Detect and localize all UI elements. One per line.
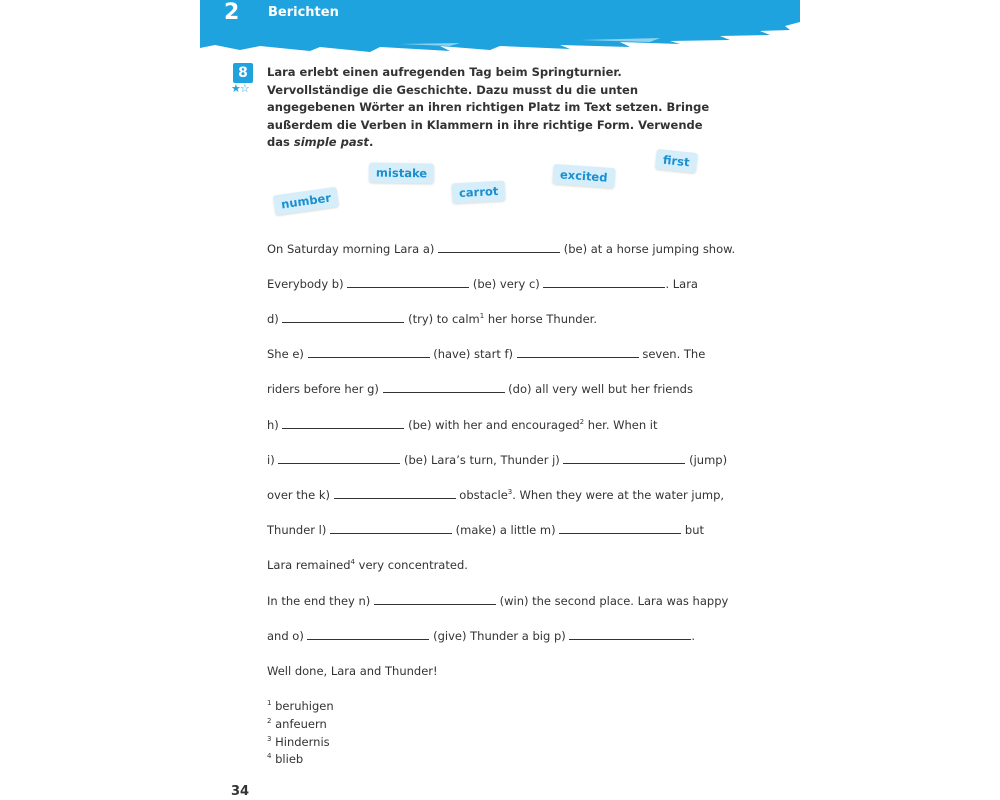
chapter-title: Berichten (268, 5, 339, 20)
footnote-3: $^3$ Hindernis (267, 735, 330, 749)
word-card-first[interactable]: first (655, 149, 697, 173)
story-line-13: Well done, Lara and Thunder! (267, 664, 438, 678)
answer-blank-b[interactable] (347, 277, 469, 288)
story-line-1: On Saturday morning Lara a) (be) at a horse jumping show. (267, 242, 736, 256)
exercise-number-badge: 8 (233, 63, 253, 83)
footnote-ref: 4 (350, 558, 356, 567)
story-line-9: Thunder l) (make) a little m) but (267, 523, 705, 537)
story-line-12: and o) (give) Thunder a big p) . (267, 629, 696, 643)
answer-blank-n[interactable] (374, 594, 496, 605)
word-card-excited[interactable]: excited (552, 164, 615, 188)
story-line-11: In the end they n) (win) the second place. Lara was happy (267, 594, 729, 608)
answer-blank-e[interactable] (308, 347, 430, 358)
footnote-ref: 1 (479, 312, 485, 321)
word-card-carrot[interactable]: carrot (452, 181, 506, 204)
footnote-ref: 3 (507, 488, 513, 497)
story-line-7: i) (be) Lara’s turn, Thunder j) (jump) (267, 453, 728, 467)
answer-blank-c[interactable] (543, 277, 665, 288)
difficulty-stars-icon: ★☆ (231, 82, 249, 95)
footnote-ref: 2 (579, 418, 585, 427)
word-card-number[interactable]: number (273, 187, 339, 216)
answer-blank-h[interactable] (282, 418, 404, 429)
answer-blank-j[interactable] (563, 453, 685, 464)
answer-blank-i[interactable] (278, 453, 400, 464)
chapter-number: 2 (224, 0, 240, 25)
instruction-italic: simple past (293, 135, 369, 149)
answer-blank-m[interactable] (559, 523, 681, 534)
exercise-instruction: Lara erlebt einen aufregenden Tag beim Springturnier. Vervollständige die Geschichte. Dazu musst du die unten angegebenen Wörter an ihren richtigen Platz im Text setzen. Bringe außerdem die Verben in Klammern in ihre richtige Form. Verwende das simple past. (267, 65, 710, 149)
answer-blank-o[interactable] (307, 629, 429, 640)
answer-blank-d[interactable] (282, 312, 404, 323)
answer-blank-l[interactable] (330, 523, 452, 534)
story-line-6: h) (be) with her and encouraged$^2$ her. When it (267, 418, 658, 432)
footnote-4: $^4$ blieb (267, 752, 304, 766)
story-line-2: Everybody b) (be) very c) . Lara (267, 277, 698, 291)
footnote-1: $^1$ beruhigen (267, 699, 334, 713)
story-line-10: Lara remained$^4$ very concentrated. (267, 558, 468, 572)
story-line-3: d) (try) to calm$^1$ her horse Thunder. (267, 312, 597, 326)
answer-blank-p[interactable] (569, 629, 691, 640)
footnote-2: $^2$ anfeuern (267, 717, 327, 731)
story-line-8: over the k) obstacle$^3$. When they were at the water jump, (267, 488, 725, 502)
answer-blank-a[interactable] (438, 242, 560, 253)
story-line-5: riders before her g) (do) all very well but her friends (267, 382, 693, 396)
story-line-4: She e) (have) start f) seven. The (267, 347, 706, 361)
answer-blank-g[interactable] (383, 382, 505, 393)
word-card-mistake[interactable]: mistake (369, 162, 435, 183)
answer-blank-k[interactable] (334, 488, 456, 499)
worksheet-page (200, 0, 800, 800)
chapter-banner (200, 0, 800, 70)
answer-blank-f[interactable] (517, 347, 639, 358)
page-number: 34 (231, 784, 250, 799)
